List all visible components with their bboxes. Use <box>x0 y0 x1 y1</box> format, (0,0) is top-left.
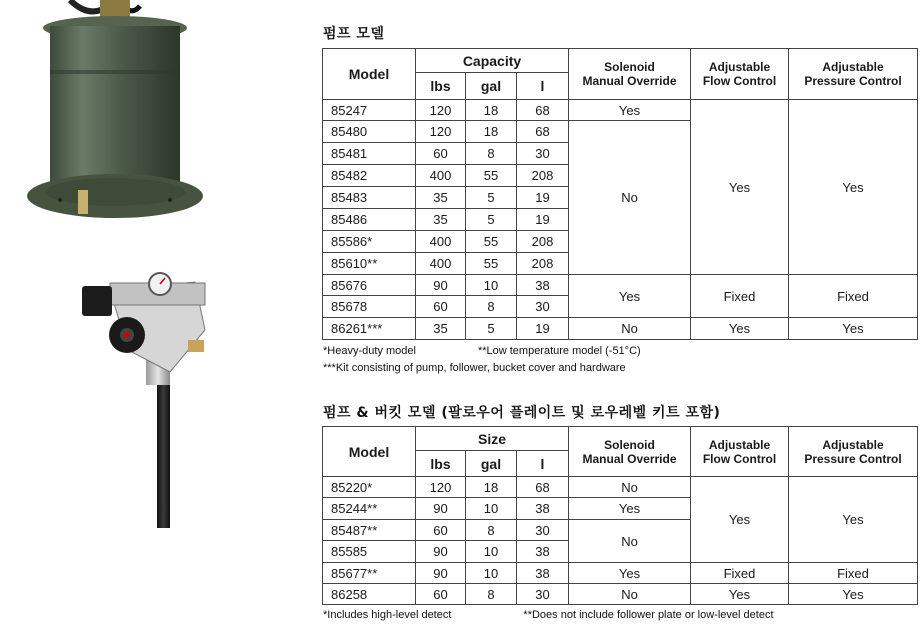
table-row: 85586* 400 55 208 <box>323 231 918 253</box>
table-row: 85610** 400 55 208 <box>323 253 918 275</box>
pump-models-table <box>322 48 918 340</box>
header-flow-control: Adjustable Flow Control <box>691 427 789 477</box>
header-model: Model <box>323 49 416 100</box>
table-row: 85480 120 18 68 No <box>323 121 918 143</box>
solenoid-value: Yes <box>569 275 691 318</box>
table-row: 85677** 90 10 38 Yes Fixed Fixed <box>323 563 918 584</box>
header-lbs: lbs <box>416 73 466 100</box>
flow-value: Yes <box>691 584 789 605</box>
header-l: l <box>517 451 569 477</box>
table-row: 86261*** 35 5 19 No Yes Yes <box>323 318 918 340</box>
pressure-value: Yes <box>789 584 918 605</box>
header-solenoid: Solenoid Manual Override <box>569 49 691 100</box>
header-pressure-control: Adjustable Pressure Control <box>789 49 918 100</box>
table-row: 85486 35 5 19 <box>323 209 918 231</box>
table-row: 86258 60 8 30 No Yes Yes <box>323 584 918 605</box>
solenoid-value: Yes <box>569 498 691 520</box>
pressure-value: Yes <box>789 477 918 563</box>
solenoid-value: Yes <box>569 100 691 121</box>
tank-pump-image <box>27 0 203 218</box>
flow-value: Fixed <box>691 563 789 584</box>
flow-value: Yes <box>691 477 789 563</box>
pump-bucket-models-table <box>322 426 918 605</box>
pump-bucket-models-title: 펌프 & 버킷 모델 (팔로우어 플레이트 및 로우레벨 키트 포함) <box>323 405 721 421</box>
pressure-value: Fixed <box>789 563 918 584</box>
solenoid-value: No <box>569 584 691 605</box>
header-flow-control: Adjustable Flow Control <box>691 49 789 100</box>
table-row: 85247 120 18 68 Yes Yes Yes <box>323 100 918 121</box>
table2-footnote: *Includes high-level detect **Does not include follower plate or low-level detect <box>323 609 774 621</box>
header-gal: gal <box>466 73 517 100</box>
header-l: l <box>517 73 569 100</box>
header-capacity: Capacity <box>416 49 569 73</box>
table1-footnote-1: *Heavy-duty model **Low temperature model (-51°C) <box>323 345 641 357</box>
product-illustrations <box>0 0 300 629</box>
solenoid-value: No <box>569 121 691 275</box>
table-row: 85220* 120 18 68 No Yes Yes <box>323 477 918 498</box>
pressure-value: Yes <box>789 100 918 275</box>
header-size: Size <box>416 427 569 451</box>
solenoid-value: No <box>569 318 691 340</box>
pressure-value: Fixed <box>789 275 918 318</box>
table-row: 85244** 90 10 38 Yes <box>323 498 918 520</box>
solenoid-value: No <box>569 477 691 498</box>
pressure-value: Yes <box>789 318 918 340</box>
product-images <box>0 0 300 629</box>
table1-footnote-2: ***Kit consisting of pump, follower, bucket cover and hardware <box>323 362 626 374</box>
solenoid-value: No <box>569 520 691 563</box>
header-solenoid: Solenoid Manual Override <box>569 427 691 477</box>
table-row: 85487** 60 8 30 No <box>323 520 918 541</box>
bucket-pump-image <box>82 273 205 528</box>
flow-value: Yes <box>691 318 789 340</box>
header-lbs: lbs <box>416 451 466 477</box>
solenoid-value: Yes <box>569 563 691 584</box>
table-row: 85482 400 55 208 <box>323 165 918 187</box>
flow-value: Yes <box>691 100 789 275</box>
table-row: 85483 35 5 19 <box>323 187 918 209</box>
table-row: 85481 60 8 30 <box>323 143 918 165</box>
table-row: 85676 90 10 38 Yes Fixed Fixed <box>323 275 918 296</box>
header-model: Model <box>323 427 416 477</box>
table-row: 85585 90 10 38 <box>323 541 918 563</box>
header-pressure-control: Adjustable Pressure Control <box>789 427 918 477</box>
pump-models-title: 펌프 모델 <box>323 26 385 42</box>
table-row: 85678 60 8 30 <box>323 296 918 318</box>
flow-value: Fixed <box>691 275 789 318</box>
header-gal: gal <box>466 451 517 477</box>
